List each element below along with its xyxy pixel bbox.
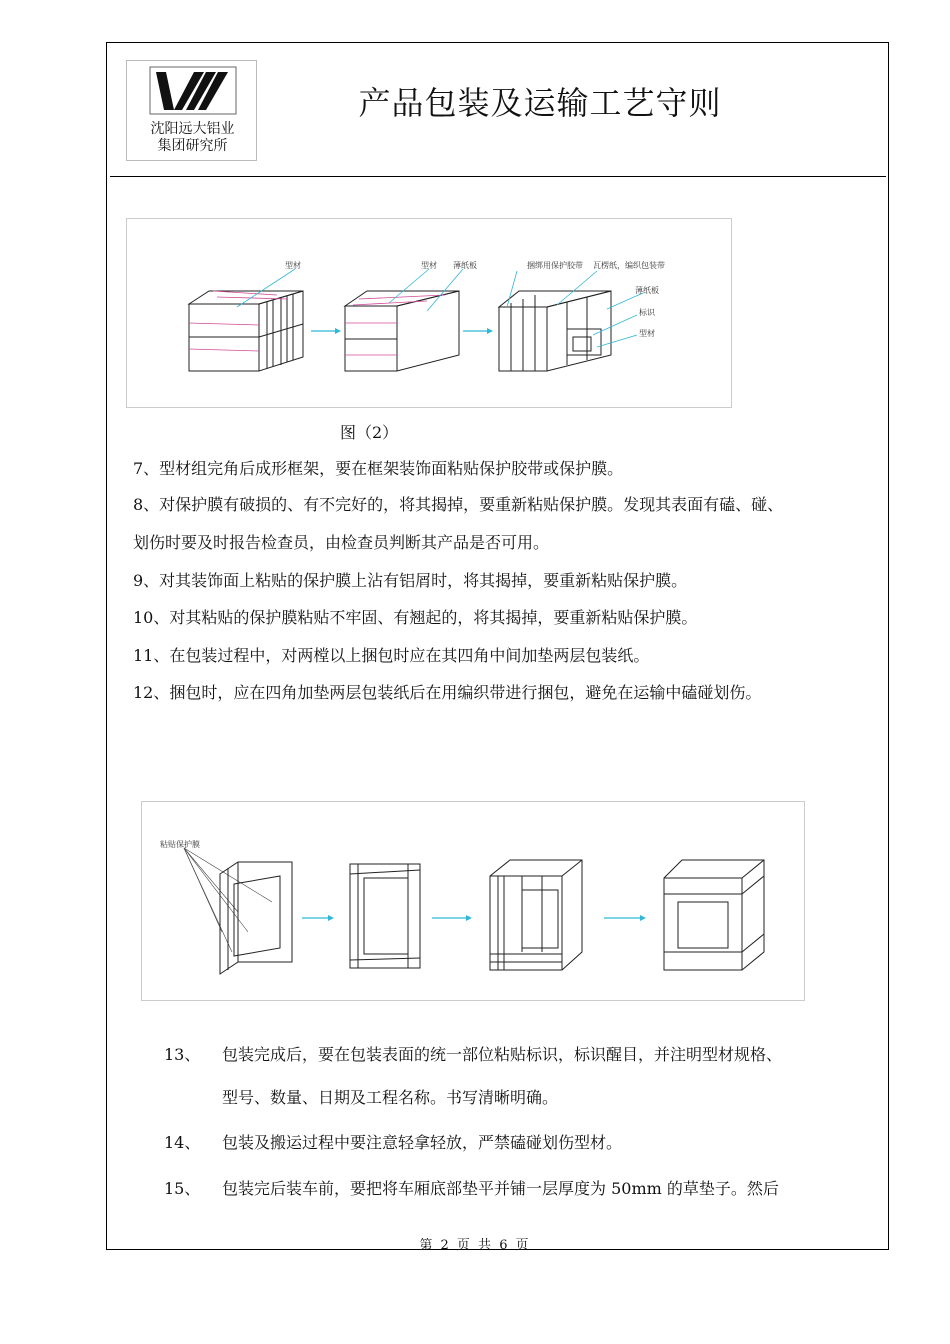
- label-profile-2: 型材: [421, 261, 437, 270]
- label-profile-3: 型材: [639, 329, 655, 338]
- item-14-line-1: 包装及搬运过程中要注意轻拿轻放，严禁磕碰划伤型材。: [222, 1133, 623, 1152]
- label-profile-1: 型材: [285, 261, 301, 270]
- item-15-number: 15、: [164, 1179, 201, 1198]
- item-13-line-2: 型号、数量、日期及工程名称。书写清晰明确。: [222, 1088, 559, 1107]
- packaging-steps-diagram: [127, 219, 733, 409]
- item-15-line-1: 包装完后装车前，要把将车厢底部垫平并铺一层厚度为 50mm 的草垫子。然后: [222, 1179, 779, 1198]
- label-marking: 标识: [639, 308, 655, 317]
- header-divider: [110, 176, 886, 177]
- paragraph-9: 9、对其装饰面上粘贴的保护膜上沾有铝屑时，将其揭掉，要重新粘贴保护膜。: [133, 571, 688, 590]
- paragraph-8: 8、对保护膜有破损的、有不完好的，将其揭掉，要重新粘贴保护膜。发现其表面有磕、碰、: [133, 495, 784, 514]
- item-14-number: 14、: [164, 1133, 201, 1152]
- company-logo: [126, 60, 257, 161]
- packaging-figure-1: [126, 218, 732, 408]
- logo-institute-name: 集团研究所: [157, 138, 228, 154]
- figure-caption: 图（2）: [340, 423, 399, 442]
- label-corrugated-paper: 瓦楞纸，编织包装带: [593, 261, 665, 270]
- frame-packaging-diagram: [142, 802, 806, 1002]
- packaging-figure-2: [141, 801, 805, 1001]
- paragraph-8-cont: 划伤时要及时报告检查员，由检查员判断其产品是否可用。: [133, 533, 550, 552]
- label-thin-board-2: 薄纸板: [635, 286, 659, 295]
- paragraph-7: 7、型材组完角后成形框架，要在框架装饰面粘贴保护胶带或保护膜。: [133, 459, 624, 478]
- paragraph-10: 10、对其粘贴的保护膜粘贴不牢固、有翘起的，将其揭掉，要重新粘贴保护膜。: [133, 608, 698, 627]
- logo-company-name: 沈阳远大铝业: [150, 121, 235, 137]
- label-thin-board-1: 薄纸板: [453, 261, 477, 270]
- item-13-number: 13、: [164, 1045, 201, 1064]
- paragraph-12: 12、捆包时，应在四角加垫两层包装纸后在用编织带进行捆包，避免在运输中磕碰划伤。: [133, 683, 762, 702]
- page-number-footer: 第 2 页 共 6 页: [419, 1238, 531, 1253]
- logo-mark-icon: [148, 66, 238, 116]
- paragraph-11: 11、在包装过程中，对两樘以上捆包时应在其四角中间加垫两层包装纸。: [133, 646, 650, 665]
- label-protective-tape: 捆绑用保护胶带: [527, 261, 583, 270]
- item-13-line-1: 包装完成后，要在包装表面的统一部位粘贴标识，标识醒目，并注明型材规格、: [222, 1045, 783, 1064]
- label-protective-film: 粘贴保护膜: [160, 840, 200, 849]
- document-title: 产品包装及运输工艺守则: [358, 84, 722, 122]
